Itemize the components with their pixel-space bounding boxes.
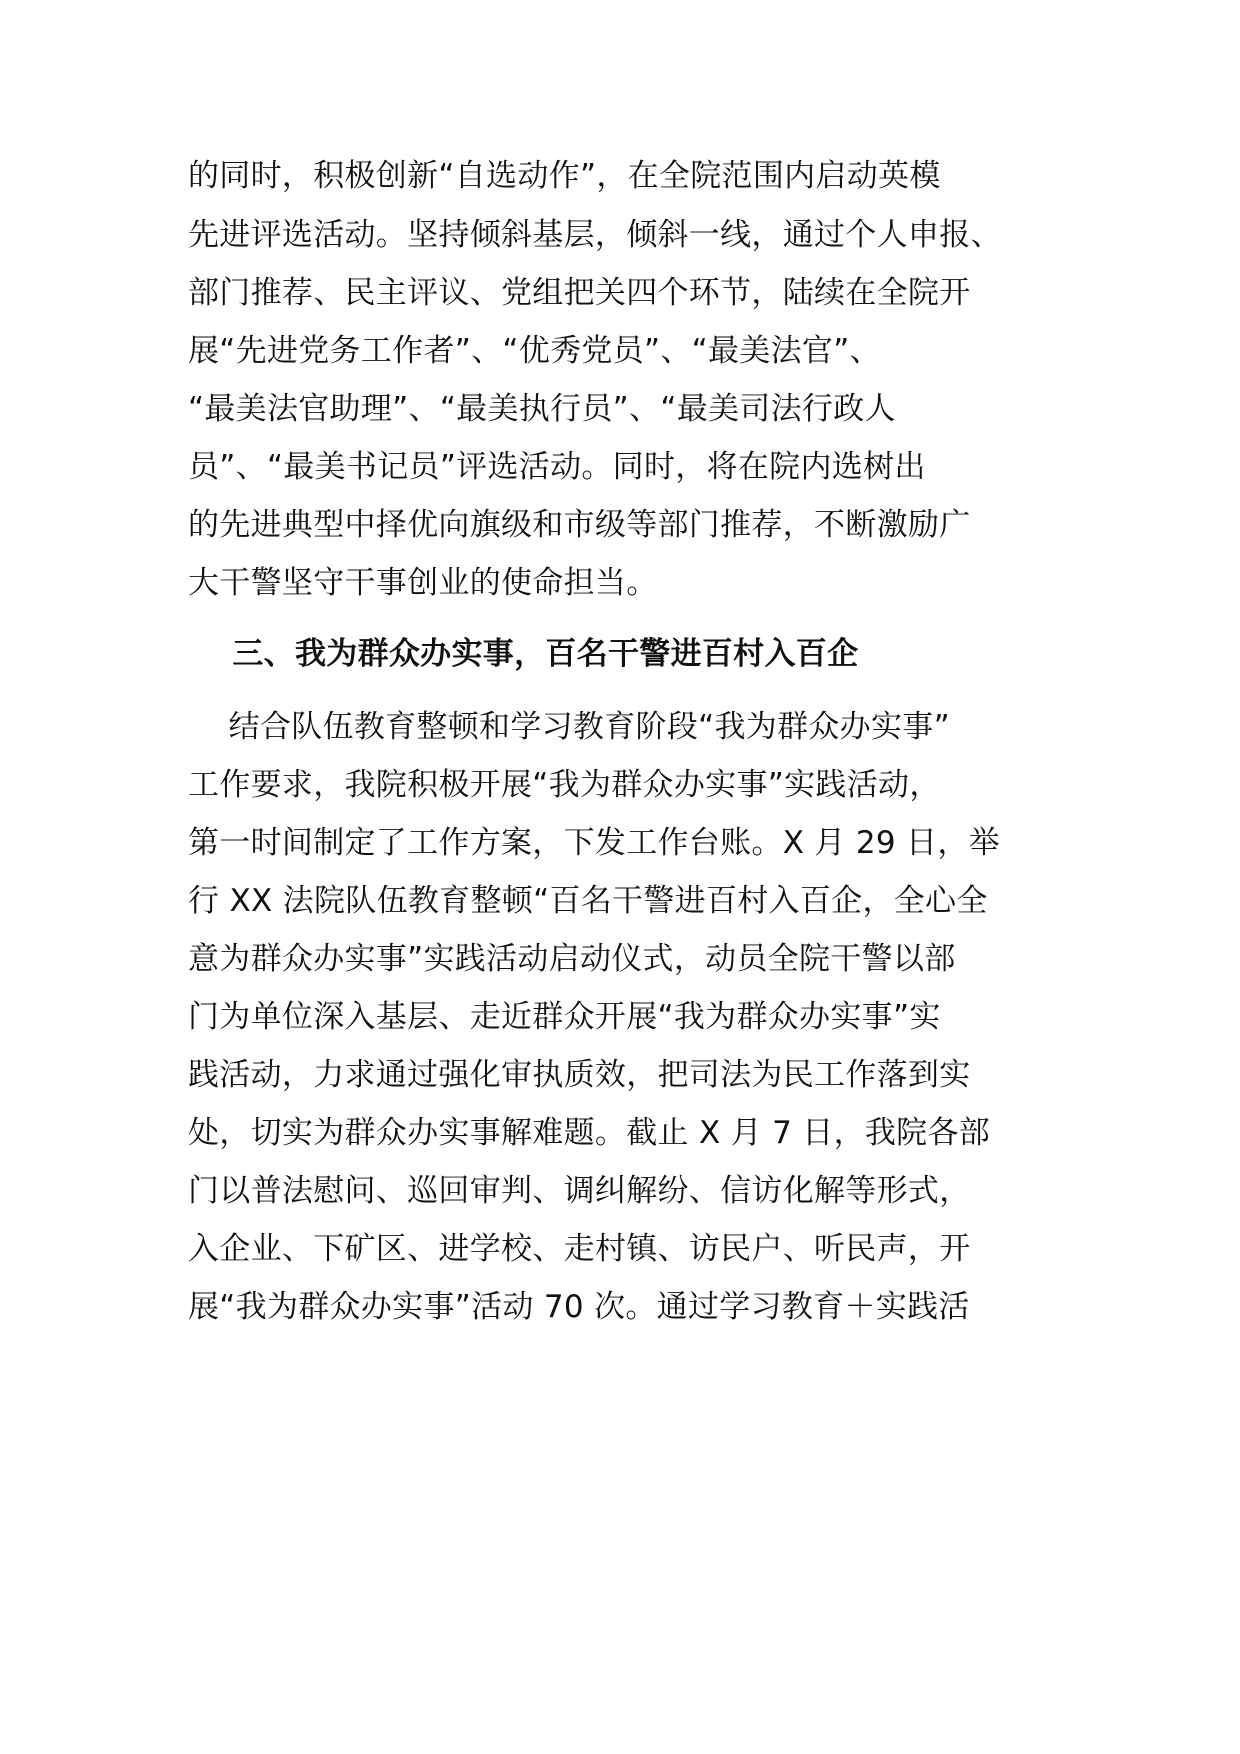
body-text-line: 结合队伍教育整顿和学习教育阶段“我为群众办实事” bbox=[188, 709, 950, 745]
body-text-line: 处，切实为群众办实事解难题。截止 X 月 7 日，我院各部 bbox=[188, 1115, 991, 1151]
body-text-line: 门为单位深入基层、走近群众开展“我为群众办实事”实 bbox=[188, 999, 941, 1035]
body-text-line: 先进评选活动。坚持倾斜基层，倾斜一线，通过个人申报、 bbox=[188, 217, 1002, 253]
body-text-line: 入企业、下矿区、进学校、走村镇、访民户、听民声，开 bbox=[188, 1231, 971, 1267]
body-text-line: 践活动，力求通过强化审执质效，把司法为民工作落到实 bbox=[188, 1057, 971, 1093]
body-text-line: 第一时间制定了工作方案，下发工作台账。X 月 29 日，举 bbox=[188, 825, 1000, 861]
body-text-line: 展“我为群众办实事”活动 70 次。通过学习教育＋实践活 bbox=[188, 1289, 970, 1325]
body-text-line: “最美法官助理”、“最美执行员”、“最美司法行政人 bbox=[188, 391, 896, 427]
body-text-line: 意为群众办实事”实践活动启动仪式，动员全院干警以部 bbox=[188, 941, 956, 977]
body-text-line: 的先进典型中择优向旗级和市级等部门推荐，不断激励广 bbox=[188, 507, 971, 543]
body-text-line: 大干警坚守干事创业的使命担当。 bbox=[188, 565, 658, 601]
body-text-line: 行 XX 法院队伍教育整顿“百名干警进百村入百企，全心全 bbox=[188, 883, 988, 919]
body-text-line: 门以普法慰问、巡回审判、调纠解纷、信访化解等形式， bbox=[188, 1173, 971, 1209]
section-heading: 三、我为群众办实事，百名干警进百村入百企 bbox=[188, 636, 859, 672]
body-text-line: 的同时，积极创新“自选动作”，在全院范围内启动英模 bbox=[188, 158, 941, 194]
body-text-line: 部门推荐、民主评议、党组把关四个环节，陆续在全院开 bbox=[188, 275, 971, 311]
body-text-line: 工作要求，我院积极开展“我为群众办实事”实践活动， bbox=[188, 767, 941, 803]
body-text-line: 展“先进党务工作者”、“优秀党员”、“最美法官”、 bbox=[188, 333, 881, 369]
body-text-line: 员”、“最美书记员”评选活动。同时，将在院内选树出 bbox=[188, 449, 926, 485]
